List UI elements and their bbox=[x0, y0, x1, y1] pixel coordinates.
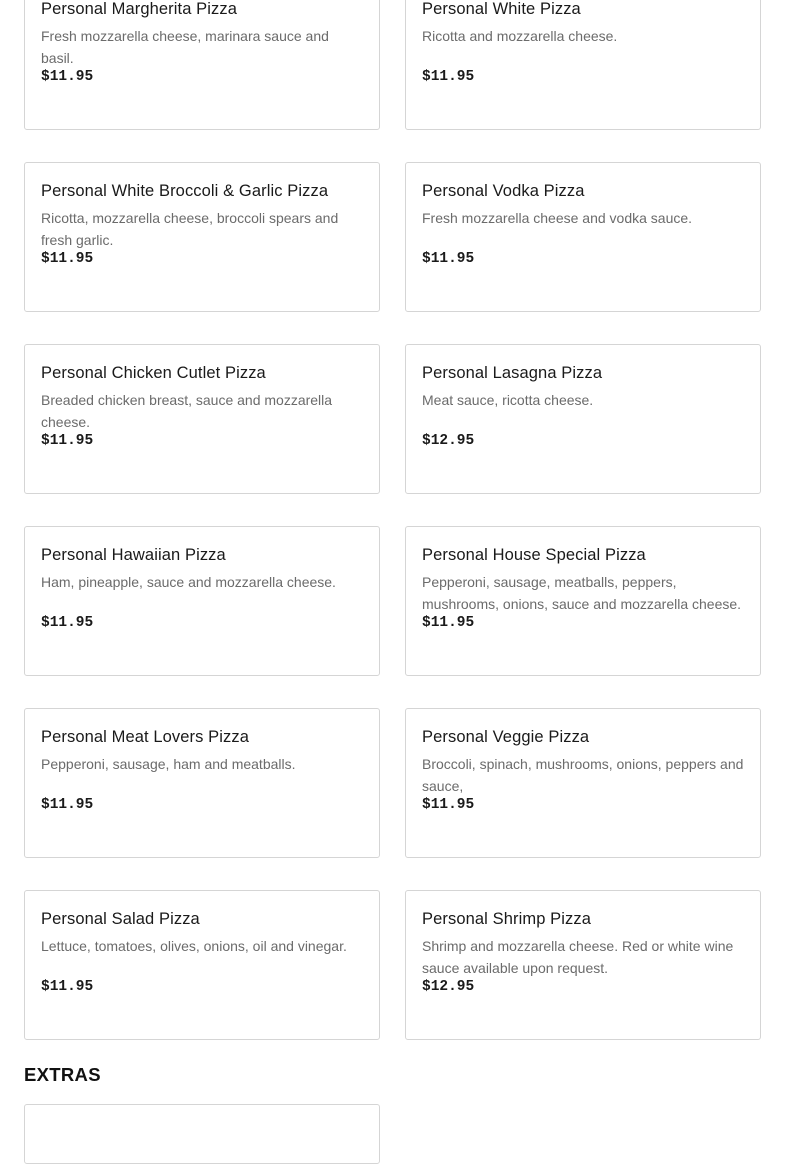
menu-item-card[interactable] bbox=[405, 0, 761, 130]
menu-item-grid bbox=[24, 0, 761, 1040]
menu-item-description: Pepperoni, sausage, ham and meatballs. bbox=[41, 756, 296, 772]
menu-item-name: Personal Shrimp Pizza bbox=[422, 910, 592, 928]
menu-item-name: Personal Veggie Pizza bbox=[422, 728, 590, 746]
menu-item-price: $11.95 bbox=[422, 69, 475, 85]
menu-item-card[interactable] bbox=[24, 344, 380, 494]
menu-item-description: Fresh mozzarella cheese, marinara sauce and basil. bbox=[41, 28, 329, 66]
menu-item-price: $11.95 bbox=[41, 69, 94, 85]
menu-item-description: Lettuce, tomatoes, olives, onions, oil and vinegar. bbox=[41, 938, 347, 954]
menu-item-description: Pepperoni, sausage, meatballs, peppers, mushrooms, onions, sauce and mozzarella cheese. bbox=[422, 574, 742, 612]
menu-item-name: Personal Meat Lovers Pizza bbox=[41, 728, 250, 746]
menu-item-price: $11.95 bbox=[41, 251, 94, 267]
menu-item-price: $11.95 bbox=[422, 615, 475, 631]
menu-item-card[interactable] bbox=[24, 0, 380, 130]
menu-item-name: Personal White Pizza bbox=[422, 0, 581, 18]
menu-item-card[interactable] bbox=[405, 344, 761, 494]
menu-item-price: $11.95 bbox=[41, 433, 94, 449]
menu-item-card[interactable] bbox=[405, 890, 761, 1040]
menu-item-price: $11.95 bbox=[41, 615, 94, 631]
menu-item-description: Fresh mozzarella cheese and vodka sauce. bbox=[422, 210, 693, 226]
menu-item-card[interactable] bbox=[24, 708, 380, 858]
menu-item-description: Breaded chicken breast, sauce and mozzarella cheese. bbox=[41, 392, 333, 430]
menu-item-description: Ham, pineapple, sauce and mozzarella cheese. bbox=[41, 574, 336, 590]
menu-item-name: Personal Hawaiian Pizza bbox=[41, 546, 226, 564]
menu-item-card[interactable] bbox=[405, 162, 761, 312]
menu-item-name: Personal Vodka Pizza bbox=[422, 182, 585, 200]
menu-item-card[interactable] bbox=[405, 526, 761, 676]
menu-item-name: Personal Salad Pizza bbox=[41, 910, 200, 928]
menu-item-price: $12.95 bbox=[422, 433, 475, 449]
menu-item-card[interactable] bbox=[24, 162, 380, 312]
menu-item-price: $11.95 bbox=[41, 979, 94, 995]
menu-item-name: Personal House Special Pizza bbox=[422, 546, 646, 564]
menu-item-name: Personal Lasagna Pizza bbox=[422, 364, 603, 382]
menu-item-card[interactable] bbox=[24, 526, 380, 676]
menu-item-price: $11.95 bbox=[41, 797, 94, 813]
extras-menu-item-card[interactable] bbox=[24, 1104, 380, 1164]
extras-section-title: EXTRAS bbox=[24, 1064, 101, 1085]
menu-item-name: Personal Margherita Pizza bbox=[41, 0, 238, 18]
menu-item-card[interactable] bbox=[405, 708, 761, 858]
menu-item-description: Ricotta, mozzarella cheese, broccoli spears and fresh garlic. bbox=[41, 210, 339, 248]
menu-item-name: Personal White Broccoli & Garlic Pizza bbox=[41, 182, 329, 200]
menu-item-price: $11.95 bbox=[422, 251, 475, 267]
menu-item-card[interactable] bbox=[24, 890, 380, 1040]
menu-item-description: Shrimp and mozzarella cheese. Red or white wine sauce available upon request. bbox=[422, 938, 734, 976]
menu-item-price: $11.95 bbox=[422, 797, 475, 813]
menu-item-name: Personal Chicken Cutlet Pizza bbox=[41, 364, 266, 382]
menu-item-description: Ricotta and mozzarella cheese. bbox=[422, 28, 618, 44]
menu-item-price: $12.95 bbox=[422, 979, 475, 995]
menu-item-description: Broccoli, spinach, mushrooms, onions, peppers and sauce, bbox=[422, 756, 744, 794]
menu-item-description: Meat sauce, ricotta cheese. bbox=[422, 392, 594, 408]
